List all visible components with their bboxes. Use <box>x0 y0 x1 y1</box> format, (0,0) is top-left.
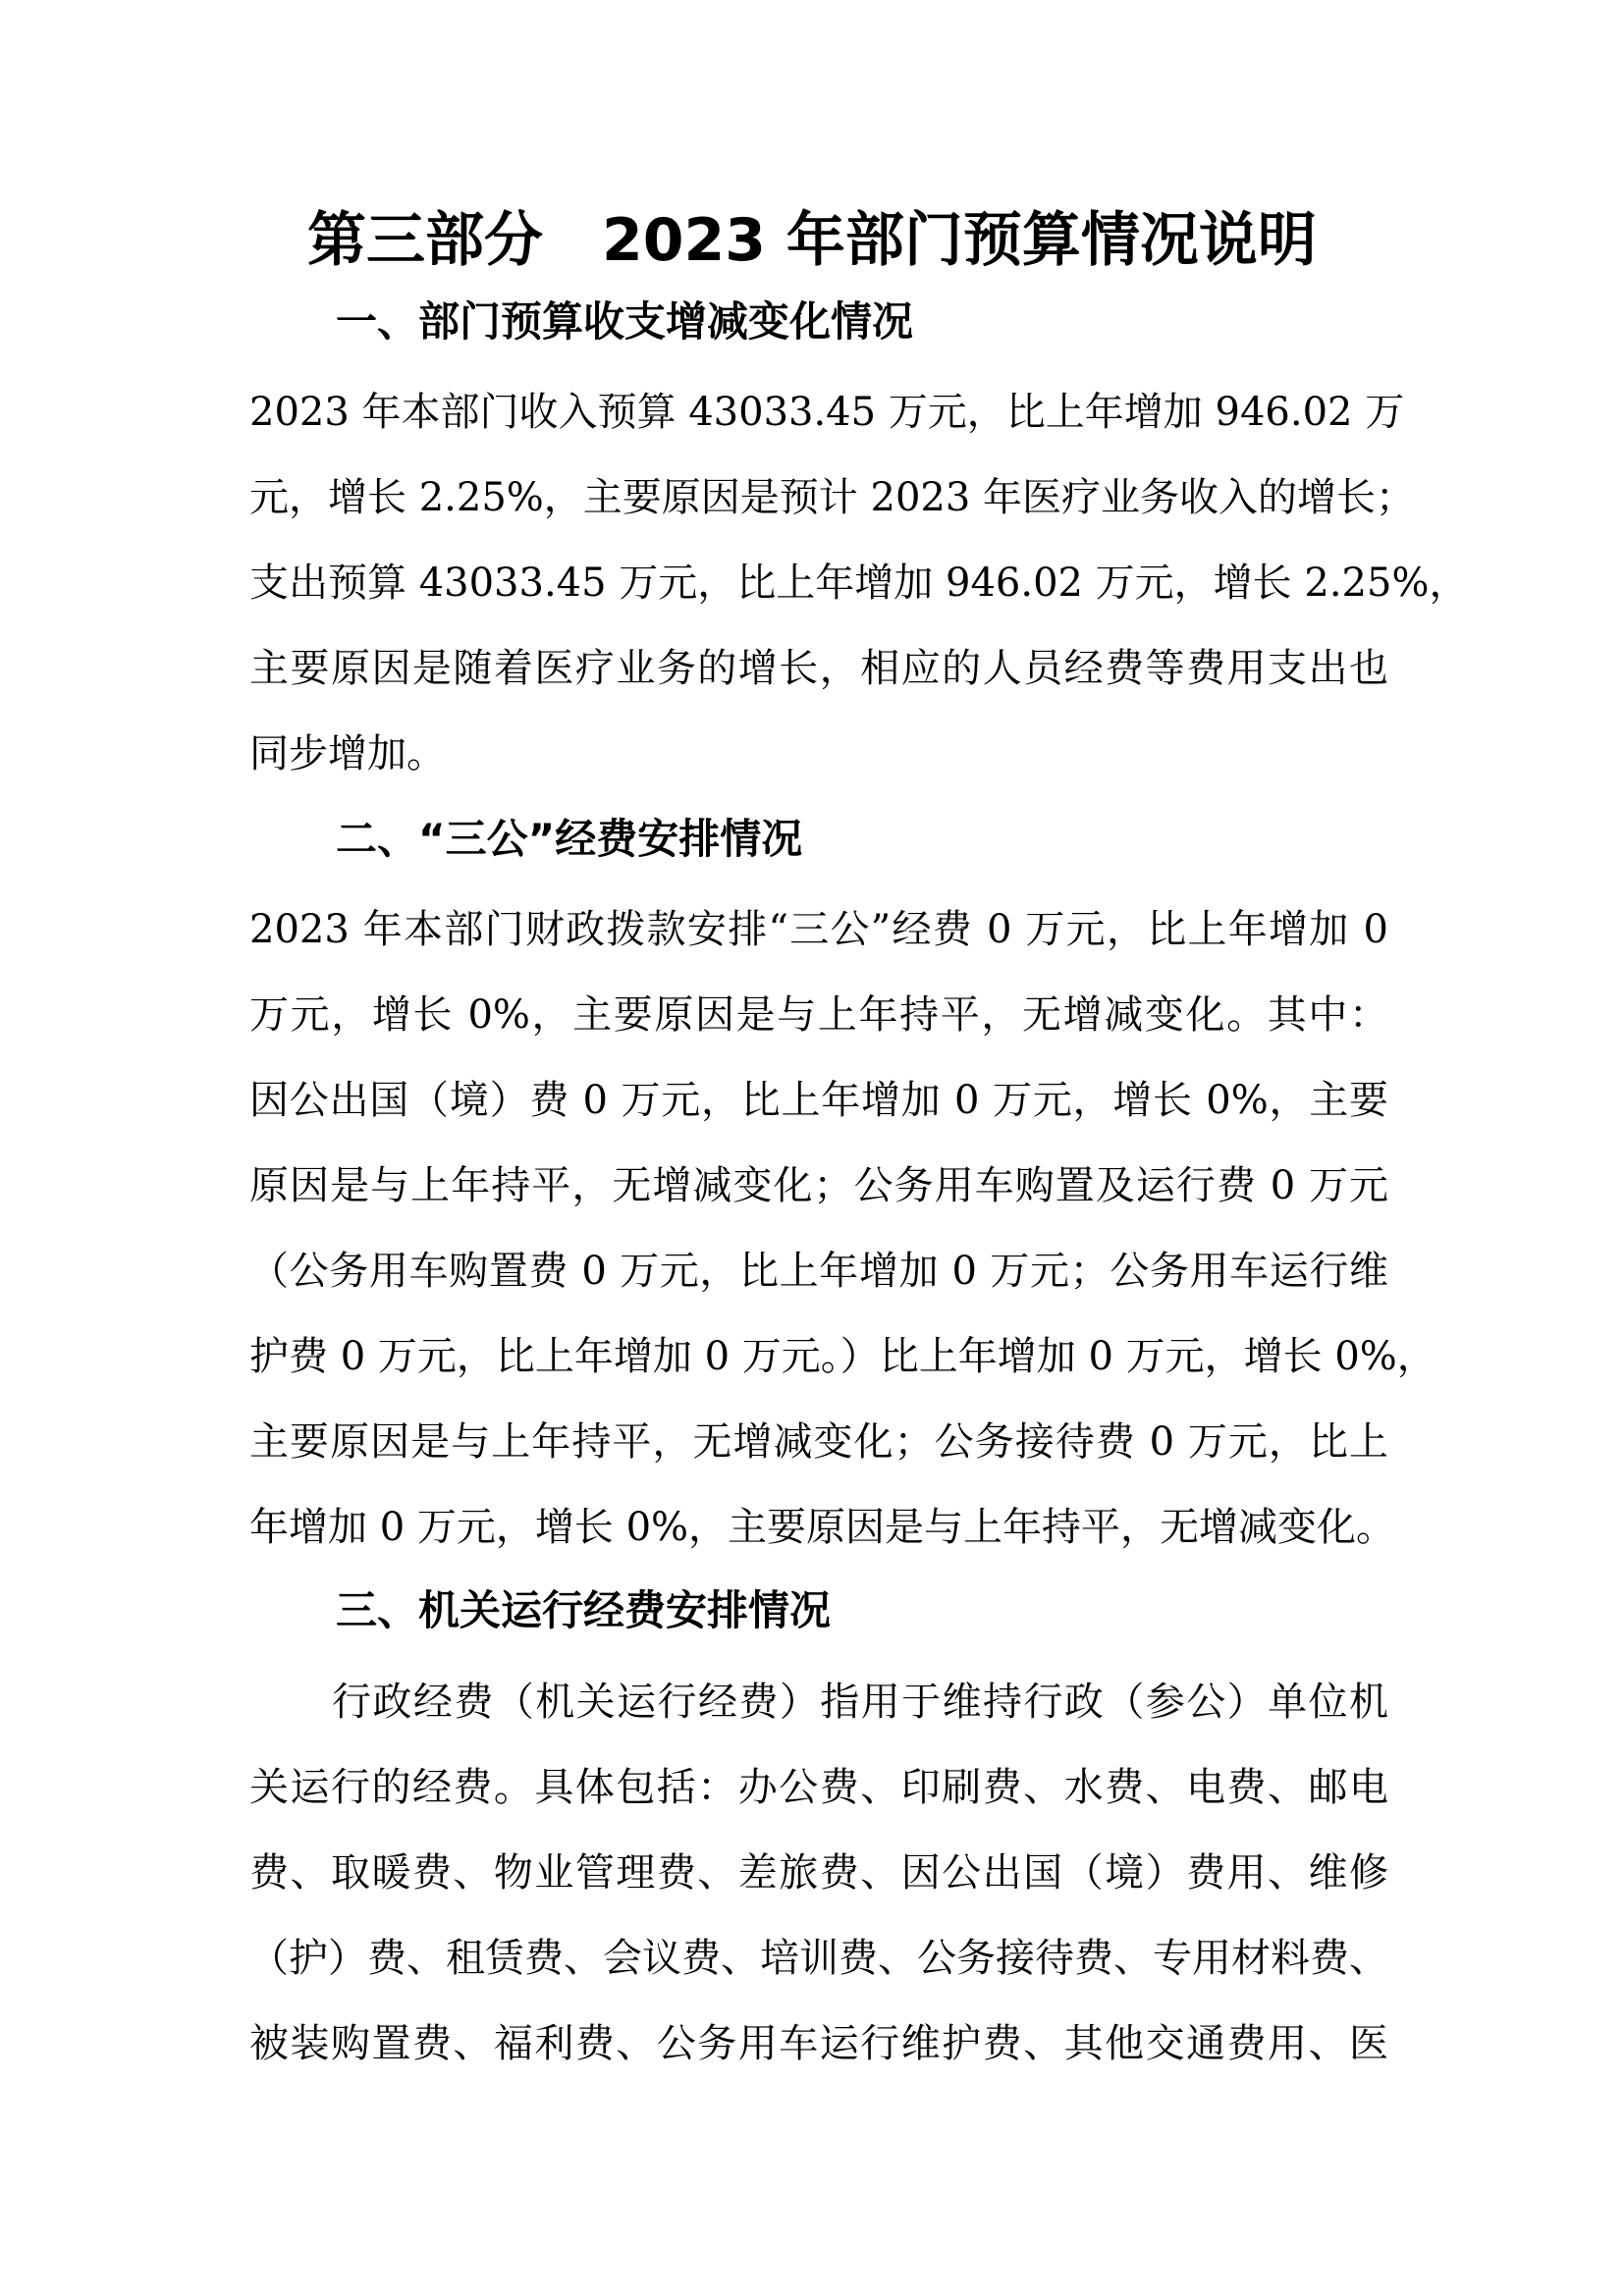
text-line: 费、取暖费、物业管理费、差旅费、因公出国（境）费用、维修 <box>249 1850 1388 1896</box>
text-line: 2023 年本部门收入预算 43033.45 万元，比上年增加 946.02 万 <box>249 390 1405 435</box>
text-line: 主要原因是与上年持平，无增减变化；公务接待费 0 万元，比上 <box>249 1419 1388 1465</box>
text-line: 主要原因是随着医疗业务的增长，相应的人员经费等费用支出也 <box>249 646 1388 691</box>
text-line: 护费 0 万元，比上年增加 0 万元。）比上年增加 0 万元，增长 0%， <box>249 1334 1436 1379</box>
text-line: 元，增长 2.25%，主要原因是预计 2023 年医疗业务收入的增长； <box>249 475 1416 520</box>
text-line: 万元，增长 0%，主要原因是与上年持平，无增减变化。其中： <box>249 992 1388 1038</box>
text-line: （护）费、租赁费、会议费、培训费、公务接待费、专用材料费、 <box>249 1936 1388 1981</box>
text-line: （公务用车购置费 0 万元，比上年增加 0 万元；公务用车运行维 <box>249 1249 1388 1294</box>
text-line: 关运行的经费。具体包括：办公费、印刷费、水费、电费、邮电 <box>249 1765 1388 1810</box>
text-line: 同步增加。 <box>249 731 446 776</box>
text-line: 被装购置费、福利费、公务用车运行维护费、其他交通费用、医 <box>249 2021 1388 2066</box>
text-line: 支出预算 43033.45 万元，比上年增加 946.02 万元，增长 2.25%， <box>249 561 1469 606</box>
section-heading-1: 一、部门预算收支增减变化情况 <box>336 297 914 346</box>
text-line: 年增加 0 万元，增长 0%，主要原因是与上年持平，无增减变化。 <box>249 1505 1396 1550</box>
text-line: 原因是与上年持平，无增减变化；公务用车购置及运行费 0 万元 <box>249 1163 1388 1208</box>
section-heading-3: 三、机关运行经费安排情况 <box>336 1586 832 1634</box>
text-line: 因公出国（境）费 0 万元，比上年增加 0 万元，增长 0%，主要 <box>249 1078 1388 1123</box>
text-line: 2023 年本部门财政拨款安排“三公”经费 0 万元，比上年增加 0 <box>249 907 1388 952</box>
section-body-2 <box>249 887 1436 1571</box>
section-body-1 <box>249 370 1469 797</box>
section-body-3 <box>249 1660 1388 2087</box>
page-title: 第三部分 2023 年部门预算情况说明 <box>307 206 1317 275</box>
section-heading-2: 二、“三公”经费安排情况 <box>336 815 803 863</box>
text-line: 行政经费（机关运行经费）指用于维持行政（参公）单位机 <box>332 1680 1388 1725</box>
